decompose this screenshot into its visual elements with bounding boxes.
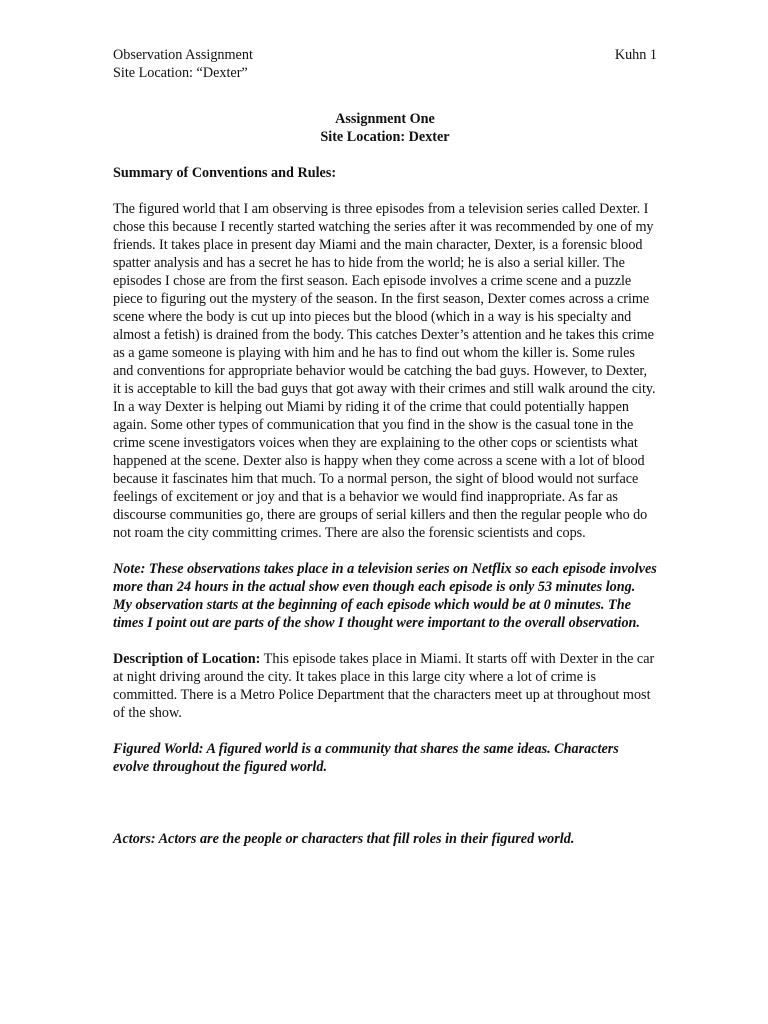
running-header xyxy=(113,46,657,64)
title-block xyxy=(113,110,657,146)
description-label: Description of Location: xyxy=(113,651,261,667)
summary-heading: Summary of Conventions and Rules: xyxy=(113,165,337,181)
description-paragraph xyxy=(113,650,657,722)
header-page-number: Kuhn 1 xyxy=(614,47,657,63)
note-paragraph: Note: These observations takes place in a television series on Netflix so each episode involves more than 24 hours in the actual show even though each episode is only 53 minutes long. My observation starts at the beginning of each episode which would be at 0 minutes. The times I point out are parts of the show I thought were important to the overall observation. xyxy=(113,561,657,631)
actors-paragraph: Actors: Actors are the people or characters that fill roles in their figured world. xyxy=(113,831,575,847)
assignment-title: Assignment One xyxy=(335,111,435,127)
description-text: This episode takes place in Miami. It starts off with Dexter in the car at night driving around the city. It takes place in this large city where a lot of crime is committed. There is a Metro Police Department that the characters meet up at throughout most of the show. xyxy=(113,651,655,721)
header-site-location: Site Location: “Dexter” xyxy=(113,65,248,81)
header-assignment-name: Observation Assignment xyxy=(113,47,253,63)
site-location-title: Site Location: Dexter xyxy=(320,129,450,145)
summary-paragraph: The figured world that I am observing is three episodes from a television series called Dexter. I chose this because I recently started watching the series after it was recommended by one of my friends. It takes place in present day Miami and the main character, Dexter, is a forensic blood spatter analysis and has a secret he has to hide from the world; he is also a serial killer. The episodes I chose are from the first season. Each episode involves a crime scene and a puzzle piece to figuring out the mystery of the season. In the first season, Dexter comes across a crime scene where the body is cut up into pieces but the blood (which in a way is his specialty and almost a fetish) is drained from the body. This catches Dexter’s attention and he takes this crime as a game someone is playing with him and he has to find out whom the killer is. Some rules and conventions for appropriate behavior would be catching the bad guys. However, to Dexter, it is acceptable to kill the bad guys that got away with their crimes and still walk around the city. In a way Dexter is helping out Miami by riding it of the crime that could potentially happen again. Some other types of communication that you find in the show is the casual tone in the crime scene investigators voices when they are explaining to the other cops or scientists what happened at the scene. Dexter also is happy when they come across a scene with a lot of blood because it fascinates him that much. To a normal person, the sight of blood would not surface feelings of excitement or joy and that is a behavior we would find inappropriate. As far as discourse communities go, there are groups of serial killers and then the regular people who do not roam the city committing crimes. There are also the forensic scientists and cops. xyxy=(113,201,656,541)
document-page xyxy=(113,46,657,848)
figured-world-paragraph: Figured World: A figured world is a community that shares the same ideas. Characters evolve throughout the figured world. xyxy=(113,741,619,775)
